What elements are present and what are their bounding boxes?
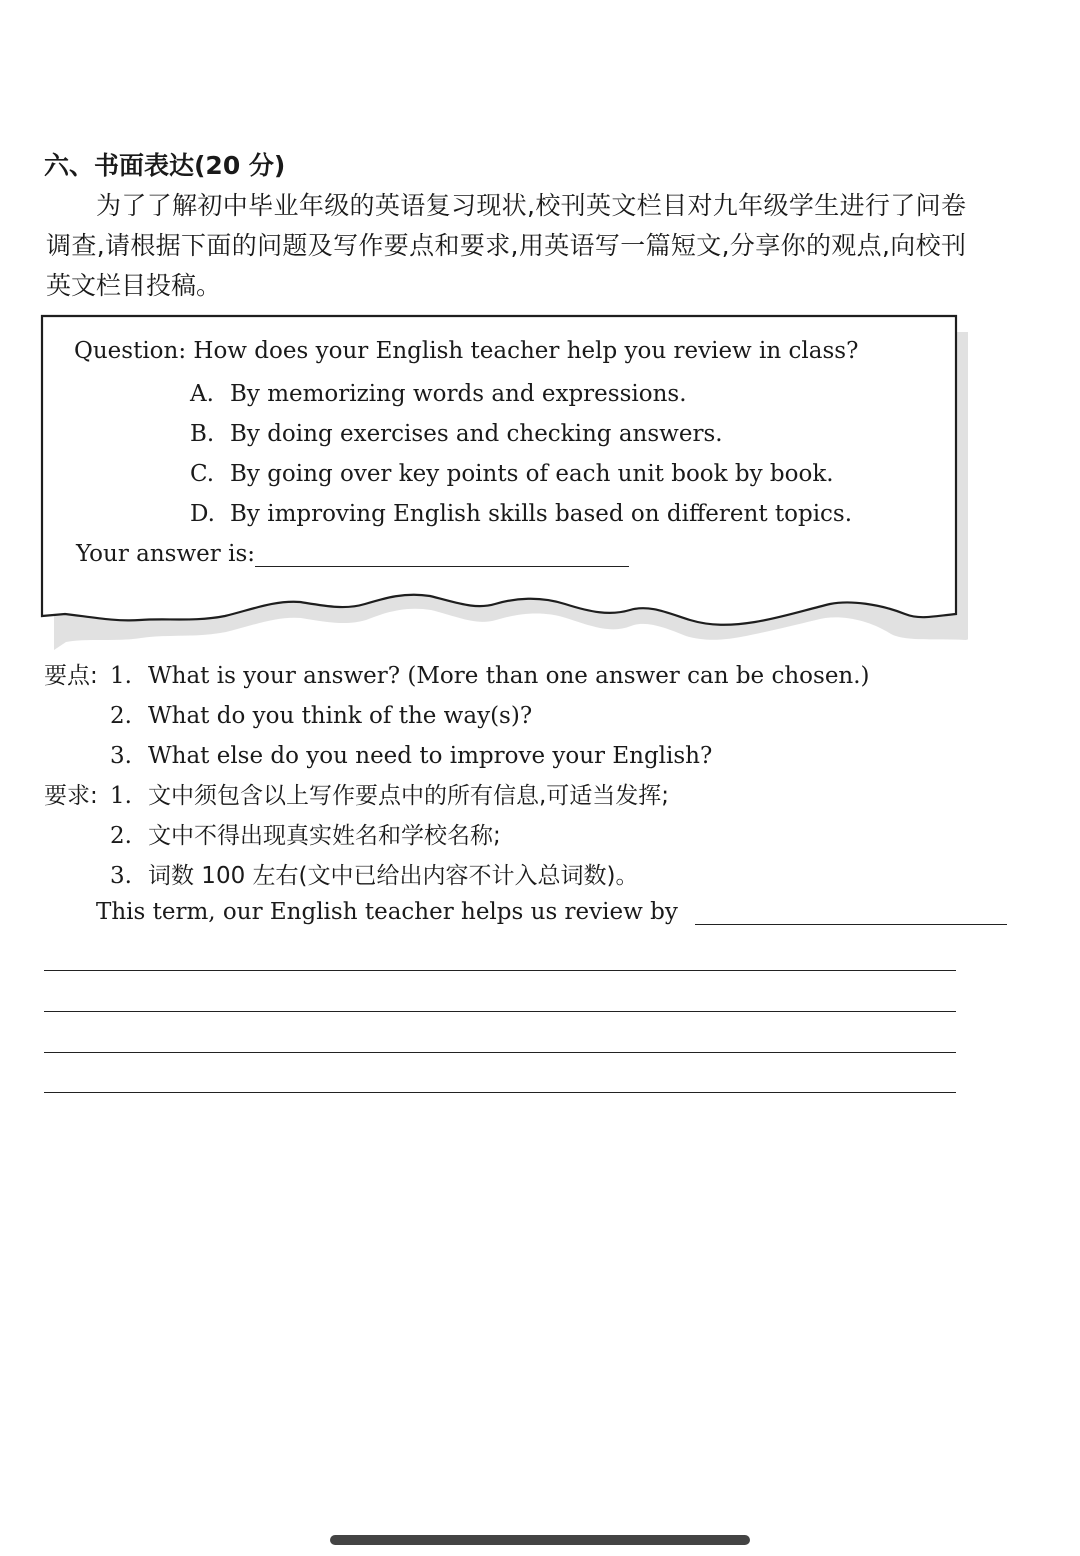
options-list [190,378,852,538]
intro-paragraph [46,186,966,306]
answer-line [76,540,629,567]
writing-line[interactable] [44,970,956,971]
question-label: Question: [74,338,187,364]
starter-blank[interactable] [695,898,1007,925]
answer-blank[interactable] [255,540,629,567]
home-indicator[interactable] [330,1535,750,1545]
writing-starter [96,898,1007,925]
section-title: 六、书面表达(20 分) [44,151,286,180]
survey-box [40,314,968,650]
starter-text: This term, our English teacher helps us review by [96,899,678,925]
requirement-row: 2. 文中不得出现真实姓名和学校名称; [110,823,501,849]
answer-label: Your answer is: [76,541,255,567]
option-d: D. By improving English skills based on different topics. [190,501,853,527]
key-point-row: 3. What else do you need to improve your English? [110,743,713,769]
requirement-row: 要求: 1. 文中须包含以上写作要点中的所有信息,可适当发挥; [44,776,870,816]
requirement-row: 3. 词数 100 左右(文中已给出内容不计入总词数)。 [110,863,639,889]
option-b: B. By doing exercises and checking answers. [190,421,723,447]
question-text: How does your English teacher help you review in class? [193,338,859,364]
key-point-row: 要点: 1. What is your answer? (More than one answer can be chosen.) [44,656,870,696]
requirements-label: 要求: [44,783,98,809]
key-point-row: 2. What do you think of the way(s)? [110,703,533,729]
intro-text: 为了了解初中毕业年级的英语复习现状,校刊英文栏目对九年级学生进行了问卷调查,请根据下面的问题及写作要点和要求,用英语写一篇短文,分享你的观点,向校刊英文栏目投稿。 [46,191,966,300]
option-a: A. By memorizing words and expressions. [190,381,687,407]
key-points-and-requirements [44,656,870,896]
writing-line[interactable] [44,1052,956,1053]
question-line [74,338,858,364]
key-points-label: 要点: [44,663,98,689]
writing-line[interactable] [44,1092,956,1093]
option-c: C. By going over key points of each unit book by book. [190,461,834,487]
writing-line[interactable] [44,1011,956,1012]
